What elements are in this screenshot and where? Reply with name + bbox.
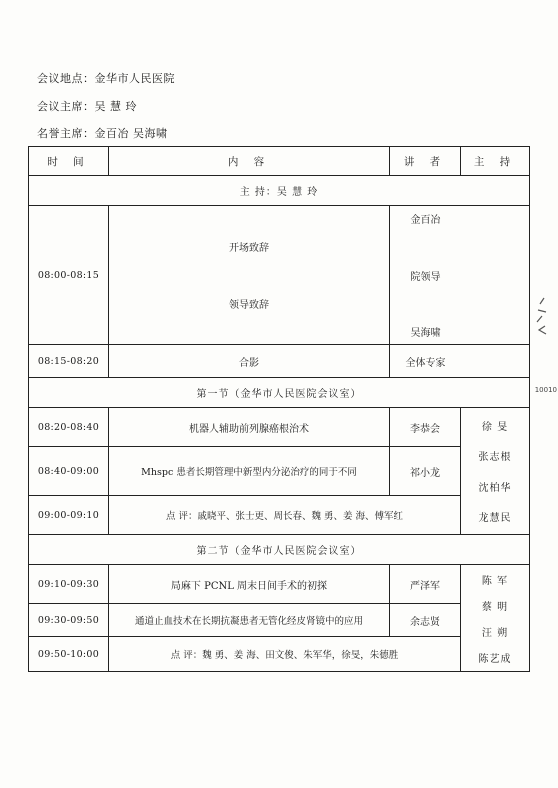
venue-value: 金华市人民医院 [94,72,175,85]
host-name: 蔡 明 [481,601,509,613]
header-host: 主 持 [461,147,530,176]
section2-row [29,565,530,604]
host-name: 汪 朔 [481,627,509,639]
session-speaker: 余志贤 [390,604,461,637]
opening-row [29,206,530,345]
opening-item: 领导致辞 [229,300,269,311]
session-title: 通道止血技术在长期抗凝患者无管化经皮肾镜中的应用 [109,604,390,637]
session-title: 局麻下 PCNL 周末日间手术的初探 [109,565,390,604]
schedule-table [28,146,530,672]
chair-line [37,98,137,114]
section1-title-row [29,378,530,408]
section1-review-row [29,496,530,535]
section2-row [29,604,530,637]
section2-title-row [29,535,530,565]
honorary-value: 金百冶 吴海啸 [94,127,168,140]
host-name: 沈柏华 [478,482,512,494]
honorary-line [37,125,168,141]
photo-row [29,345,530,378]
header-speaker: 讲 者 [390,147,461,176]
photo-speaker [390,345,530,378]
section1-row [29,408,530,447]
photo-time: 08:15-08:20 [29,345,109,378]
review-content: 点 评：魏 勇、姜 海、田文俊、朱军华，徐旻，朱德胜 [109,637,461,672]
session-time: 08:40-09:00 [29,447,109,496]
host-name: 陈艺成 [478,653,512,665]
section2-review-row [29,637,530,672]
opening-speakers [390,206,530,345]
margin-mark: 10010 [534,386,557,394]
session-title: 机器人辅助前列腺癌根治术 [109,408,390,447]
opening-speaker: 吴海啸 [410,328,441,339]
host-name: 徐 旻 [481,421,509,433]
session-time: 09:30-09:50 [29,604,109,637]
photo-speaker-text: 全体专家 [405,357,446,369]
section1-title: 第一节（金华市人民医院会议室） [29,378,530,408]
header-row [29,147,530,176]
opening-content [109,206,390,345]
section1-row [29,447,530,496]
section2-title: 第二节（金华市人民医院会议室） [29,535,530,565]
opening-item: 开场致辞 [229,243,269,254]
header-content: 内 容 [109,147,390,176]
host-row [29,176,530,206]
section1-hosts [461,408,530,535]
session-time: 08:20-08:40 [29,408,109,447]
venue-line [37,70,175,86]
opening-speaker: 金百冶 [410,215,441,226]
chair-value: 吴 慧 玲 [94,100,137,113]
margin-scribble [534,296,550,349]
host-row-text: 主 持：吴 慧 玲 [29,176,530,206]
session-speaker: 李恭会 [390,408,461,447]
review-time: 09:50-10:00 [29,637,109,672]
photo-content: 合影 [109,345,390,378]
opening-time: 08:00-08:15 [29,206,109,345]
review-time: 09:00-09:10 [29,496,109,535]
header-time: 时 间 [29,147,109,176]
host-name: 龙慧民 [478,513,512,525]
host-name: 张志根 [478,452,512,464]
host-name: 陈 军 [481,575,509,587]
review-content: 点 评：戚晓平、张士更、周长春、魏 勇、姜 海、傅军红 [109,496,461,535]
session-title: Mhspc 患者长期管理中新型内分泌治疗的同于不同 [109,447,390,496]
chair-label: 会议主席： [37,100,95,113]
opening-speaker: 院领导 [410,271,441,283]
session-time: 09:10-09:30 [29,565,109,604]
venue-label: 会议地点： [37,72,95,85]
section2-hosts [461,565,530,672]
session-speaker: 祁小龙 [390,447,461,496]
honorary-label: 名誉主席： [37,127,95,140]
session-speaker: 严泽军 [390,565,461,604]
